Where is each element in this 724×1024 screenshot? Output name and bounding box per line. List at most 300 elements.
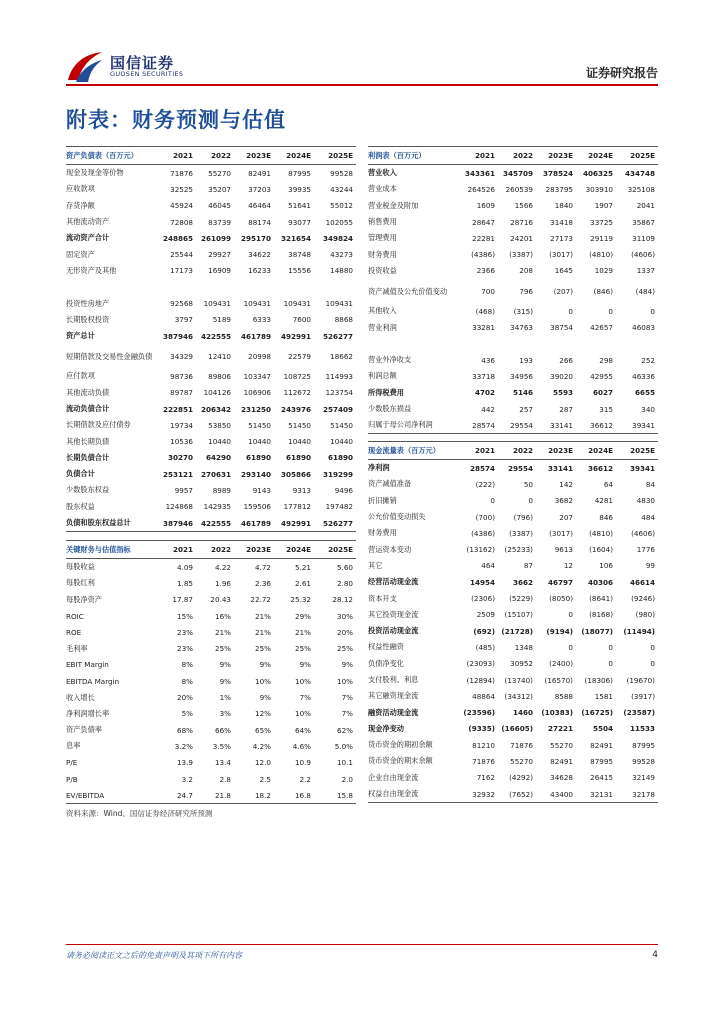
value-cell: 109431	[203, 299, 231, 309]
year-header: 2021	[158, 147, 196, 165]
value-cell: 343361	[464, 168, 495, 178]
value-cell: 4281	[594, 496, 613, 506]
value-cell: 109431	[243, 299, 271, 309]
value-cell: 45924	[170, 201, 193, 211]
value-cell: 28647	[472, 217, 495, 227]
value-cell: (4606)	[631, 250, 655, 260]
table-row	[368, 590, 658, 606]
value-cell: 31418	[550, 217, 573, 227]
value-cell: 436	[481, 355, 495, 365]
value-cell: 1840	[554, 201, 573, 211]
value-cell: 22281	[472, 233, 495, 243]
value-cell: 21%	[295, 627, 311, 637]
value-cell: 106906	[243, 388, 271, 398]
row-label: 其他长期负债	[66, 436, 110, 446]
table-row	[66, 450, 356, 466]
row-label: 息率	[66, 741, 81, 751]
value-cell: 51450	[248, 420, 271, 430]
row-label: 公允价值变动损失	[368, 512, 426, 522]
value-cell: 5146	[512, 388, 533, 398]
income-statement-table	[368, 146, 658, 434]
value-cell: (16725)	[581, 708, 613, 718]
year-header: 2021	[460, 147, 498, 165]
year-header: 2021	[460, 442, 498, 460]
table-row	[368, 509, 658, 525]
row-label: 股东权益	[66, 501, 95, 511]
table-row	[66, 181, 356, 197]
value-cell: 114993	[325, 371, 353, 381]
value-cell: 9496	[334, 485, 353, 495]
row-label: 固定资产	[66, 249, 95, 259]
row-label: 净利润	[368, 463, 390, 473]
value-cell: 2366	[476, 266, 495, 276]
value-cell: (16570)	[544, 675, 573, 685]
row-label: 长期借款及应付债券	[66, 420, 131, 430]
value-cell: 295170	[240, 233, 271, 243]
value-cell: 33725	[590, 217, 613, 227]
row-label: 应收款项	[66, 184, 95, 194]
year-header: 2022	[196, 541, 234, 559]
value-cell: (23093)	[466, 659, 495, 669]
table-row	[368, 230, 658, 246]
value-cell: 222851	[162, 404, 193, 414]
value-cell: (796)	[513, 512, 533, 522]
table-row	[368, 460, 658, 477]
value-cell: 34763	[510, 323, 533, 333]
table-row	[66, 706, 356, 722]
table-row	[368, 263, 658, 279]
value-cell: 387946	[158, 515, 196, 532]
table-row	[66, 328, 356, 344]
table-row	[368, 368, 658, 384]
value-cell	[274, 279, 314, 295]
value-cell: 27173	[550, 233, 573, 243]
table-row	[66, 482, 356, 498]
value-cell: 298	[599, 355, 613, 365]
value-cell: 3.2%	[174, 741, 193, 751]
value-cell: 16.8	[274, 787, 314, 804]
value-cell: 25%	[215, 644, 231, 654]
table-row	[368, 401, 658, 417]
value-cell: 4.09	[176, 562, 193, 572]
year-header: 2024E	[274, 541, 314, 559]
value-cell: 55270	[510, 756, 533, 766]
year-header: 2025E	[314, 147, 356, 165]
table-row	[66, 368, 356, 384]
value-cell: 10%	[255, 676, 271, 686]
key-indicators-table	[66, 540, 356, 804]
table-row	[66, 312, 356, 328]
row-label: 营运资本变动	[368, 544, 412, 554]
row-label: 营业税金及附加	[368, 200, 419, 210]
value-cell: 7%	[341, 693, 353, 703]
value-cell: 11533	[629, 724, 655, 734]
value-cell: 33141	[547, 463, 573, 473]
table-row	[368, 786, 658, 803]
table-row	[66, 559, 356, 576]
cash-flow-title: 现金流量表（百万元）	[368, 442, 460, 460]
table-row	[368, 165, 658, 182]
value-cell: 159506	[243, 502, 271, 512]
value-cell: 68%	[177, 725, 193, 735]
value-cell: (4386)	[471, 250, 495, 260]
table-row	[66, 608, 356, 624]
row-label: 净利润增长率	[66, 708, 110, 718]
table-row	[66, 417, 356, 433]
value-cell: 340	[641, 404, 655, 414]
value-cell: (222)	[475, 479, 495, 489]
table-row	[66, 466, 356, 482]
value-cell: 8%	[181, 676, 193, 686]
value-cell: 83739	[208, 217, 231, 227]
value-cell: 29554	[498, 417, 536, 434]
guosen-logo	[66, 50, 206, 84]
value-cell: 0	[650, 659, 655, 669]
row-label: 经营活动现金流	[368, 577, 419, 587]
value-cell: 10%	[337, 676, 353, 686]
value-cell: 0	[608, 306, 613, 316]
value-cell: 18.2	[234, 787, 274, 804]
value-cell	[616, 336, 658, 352]
value-cell: 1348	[514, 642, 533, 652]
value-cell: 25544	[170, 250, 193, 260]
value-cell: 305866	[280, 469, 311, 479]
value-cell: (692)	[473, 626, 495, 636]
balance-sheet-table	[66, 146, 356, 532]
value-cell: 25%	[295, 644, 311, 654]
row-label: 企业自由现金流	[368, 772, 419, 782]
row-label: 投资收益	[368, 265, 397, 275]
value-cell: 29927	[208, 250, 231, 260]
table-row	[368, 672, 658, 688]
value-cell: 0	[650, 306, 655, 316]
row-label: 财务费用	[368, 528, 397, 538]
value-cell: 422555	[200, 331, 231, 341]
value-cell: 33281	[472, 323, 495, 333]
income-statement-header-row	[368, 147, 658, 165]
value-cell: 1337	[636, 266, 655, 276]
value-cell: 1609	[476, 201, 495, 211]
row-label: 货币资金的期初余额	[368, 740, 433, 750]
row-label: 利润总额	[368, 371, 397, 381]
value-cell: 378524	[542, 168, 573, 178]
row-label: 短期借款及交易性金融负债	[66, 351, 153, 361]
row-label: 投资性房地产	[66, 298, 110, 308]
value-cell: 40306	[587, 577, 613, 587]
row-label: 少数股东权益	[66, 485, 110, 495]
value-cell: 46336	[632, 371, 655, 381]
value-cell	[158, 279, 196, 295]
value-cell: (8641)	[589, 594, 613, 604]
value-cell: 61890	[245, 453, 271, 463]
value-cell: 43400	[536, 786, 576, 803]
value-cell: 10%	[295, 676, 311, 686]
table-row	[368, 541, 658, 557]
table-row	[368, 623, 658, 639]
value-cell: 9143	[252, 485, 271, 495]
value-cell: 9%	[341, 660, 353, 670]
guosen-logo-icon	[66, 50, 104, 84]
row-label: 现金净变动	[368, 723, 404, 733]
value-cell: 81210	[472, 740, 495, 750]
row-label: 应付款项	[66, 371, 95, 381]
value-cell: 8588	[554, 691, 573, 701]
value-cell: 406325	[582, 168, 613, 178]
value-cell: 0	[608, 659, 613, 669]
value-cell: 248865	[162, 233, 193, 243]
row-label: 其他收入	[368, 306, 397, 316]
value-cell: 206342	[200, 404, 231, 414]
value-cell: 28716	[510, 217, 533, 227]
row-label: 其它	[368, 560, 383, 570]
value-cell: 20998	[248, 351, 271, 361]
value-cell: 2041	[636, 201, 655, 211]
year-header: 2023E	[536, 442, 576, 460]
value-cell: (13740)	[504, 675, 533, 685]
value-cell: 99528	[632, 756, 655, 766]
value-cell: 35207	[208, 184, 231, 194]
value-cell: 22579	[288, 351, 311, 361]
value-cell: 526277	[314, 515, 356, 532]
value-cell: 24.7	[158, 787, 196, 804]
row-label: 负债净变化	[368, 658, 404, 668]
value-cell: 9%	[299, 660, 311, 670]
table-row	[66, 624, 356, 640]
value-cell: 12410	[208, 351, 231, 361]
value-cell: 2.2	[299, 774, 311, 784]
value-cell: 87995	[632, 740, 655, 750]
year-header: 2025E	[314, 541, 356, 559]
row-label	[66, 279, 158, 295]
value-cell: 46614	[629, 577, 655, 587]
value-cell: 25%	[255, 644, 271, 654]
value-cell: 243976	[280, 404, 311, 414]
year-header: 2024E	[576, 442, 616, 460]
table-row	[66, 385, 356, 401]
row-label: 资本开支	[368, 593, 397, 603]
table-row	[368, 352, 658, 368]
value-cell: 21%	[215, 627, 231, 637]
value-cell: 177812	[283, 502, 311, 512]
page-number: 4	[652, 950, 658, 960]
balance-sheet-header-row	[66, 147, 356, 165]
year-header: 2025E	[616, 147, 658, 165]
value-cell: 32932	[460, 786, 498, 803]
value-cell: 8868	[334, 315, 353, 325]
value-cell: 48864	[472, 691, 495, 701]
value-cell: 7600	[292, 315, 311, 325]
table-row	[66, 198, 356, 214]
table-row	[368, 770, 658, 786]
value-cell: 0	[490, 496, 495, 506]
value-cell: 42955	[590, 371, 613, 381]
value-cell: 257	[519, 404, 533, 414]
table-row	[66, 592, 356, 608]
value-cell: 287	[559, 404, 573, 414]
value-cell: 62%	[337, 725, 353, 735]
value-cell: 1.96	[214, 578, 231, 588]
value-cell: 2.80	[336, 578, 353, 588]
value-cell: 30270	[167, 453, 193, 463]
value-cell: 66%	[215, 725, 231, 735]
row-label: P/B	[66, 774, 78, 784]
row-label: 其它融资现金流	[368, 691, 419, 701]
value-cell: 82491	[248, 168, 271, 178]
row-label: 每股收益	[66, 562, 95, 572]
row-label: 资产负债率	[66, 725, 102, 735]
value-cell: 55270	[208, 168, 231, 178]
table-row	[368, 558, 658, 574]
value-cell: 38748	[288, 250, 311, 260]
table-row	[66, 689, 356, 705]
value-cell: 1566	[514, 201, 533, 211]
row-label: 资产总计	[66, 331, 95, 341]
value-cell: 461789	[234, 515, 274, 532]
table-row	[66, 344, 356, 368]
row-label: 负债合计	[66, 469, 95, 479]
value-cell: 9313	[292, 485, 311, 495]
row-label: 长期负债合计	[66, 452, 110, 462]
value-cell: (2306)	[471, 594, 495, 604]
value-cell: 33718	[472, 371, 495, 381]
row-label: 资产减值准备	[368, 479, 412, 489]
value-cell: 25.32	[290, 595, 311, 605]
table-row	[66, 263, 356, 279]
row-label: 毛利率	[66, 643, 88, 653]
value-cell: 5189	[212, 315, 231, 325]
value-cell: 28574	[469, 463, 495, 473]
value-cell: (7652)	[498, 786, 536, 803]
row-label: 每股红利	[66, 578, 95, 588]
row-label: 营业收入	[368, 168, 397, 178]
value-cell: (700)	[475, 512, 495, 522]
value-cell: 8989	[212, 485, 231, 495]
value-cell: (34312)	[504, 691, 533, 701]
table-row	[66, 771, 356, 787]
value-cell: 108725	[283, 371, 311, 381]
value-cell: 9%	[259, 693, 271, 703]
table-row	[368, 493, 658, 509]
value-cell: 2.36	[254, 578, 271, 588]
row-label: ROIC	[66, 611, 84, 621]
value-cell: (2400)	[549, 659, 573, 669]
value-cell	[498, 336, 536, 352]
table-row	[368, 688, 658, 704]
value-cell	[314, 279, 356, 295]
value-cell: 3662	[512, 577, 533, 587]
balance-sheet-title: 资产负债表（百万元）	[66, 147, 158, 165]
value-cell: 8%	[181, 660, 193, 670]
value-cell: 6027	[592, 388, 613, 398]
row-label: EBITDA Margin	[66, 676, 120, 686]
table-row	[66, 640, 356, 656]
value-cell: 22.72	[250, 595, 271, 605]
value-cell: 1%	[219, 693, 231, 703]
value-cell: 9957	[174, 485, 193, 495]
year-header: 2024E	[274, 147, 314, 165]
year-header: 2025E	[616, 442, 658, 460]
value-cell: 4.72	[254, 562, 271, 572]
value-cell: 123754	[325, 388, 353, 398]
table-row	[66, 755, 356, 771]
table-row	[368, 279, 658, 303]
row-label: 所得税费用	[368, 387, 404, 397]
value-cell: 4830	[636, 496, 655, 506]
value-cell: 5.60	[336, 562, 353, 572]
value-cell: 321654	[280, 233, 311, 243]
value-cell: (485)	[475, 642, 495, 652]
value-cell: 33141	[536, 417, 576, 434]
value-cell: 46797	[547, 577, 573, 587]
row-label: 营业利润	[368, 322, 397, 332]
row-label: 流动负债合计	[66, 404, 110, 413]
value-cell: (8050)	[549, 594, 573, 604]
value-cell: 61890	[285, 453, 311, 463]
value-cell: 39020	[550, 371, 573, 381]
value-cell: 16233	[248, 266, 271, 276]
value-cell: 303910	[585, 184, 613, 194]
year-header: 2023E	[234, 147, 274, 165]
value-cell: (3017)	[549, 250, 573, 260]
value-cell: 0	[650, 642, 655, 652]
value-cell: (3917)	[631, 691, 655, 701]
value-cell: 26415	[590, 773, 613, 783]
value-cell: 1581	[594, 691, 613, 701]
value-cell: (9194)	[546, 626, 573, 636]
value-cell: 32178	[616, 786, 658, 803]
value-cell: 34329	[170, 351, 193, 361]
value-cell: 71876	[170, 168, 193, 178]
table-row	[368, 181, 658, 197]
value-cell: 39341	[616, 417, 658, 434]
value-cell: 25%	[337, 644, 353, 654]
value-cell: 1645	[554, 266, 573, 276]
value-cell: 0	[568, 306, 573, 316]
value-cell: 87995	[590, 756, 613, 766]
value-cell: 422555	[196, 515, 234, 532]
year-header: 2022	[498, 442, 536, 460]
table-row	[66, 787, 356, 804]
table-row	[368, 639, 658, 655]
value-cell: 23%	[177, 627, 193, 637]
row-label	[368, 336, 460, 352]
value-cell: 93077	[288, 217, 311, 227]
value-cell: 266	[559, 355, 573, 365]
value-cell: (3017)	[549, 528, 573, 538]
table-row	[368, 303, 658, 319]
data-source-note: 资料来源：Wind、国信证券经济研究所预测	[66, 809, 213, 818]
value-cell: 193	[519, 355, 533, 365]
logo-chinese-name: 国信证券	[110, 54, 175, 72]
table-row	[66, 499, 356, 515]
value-cell: 112672	[283, 388, 311, 398]
value-cell: 2.61	[294, 578, 311, 588]
value-cell: (1604)	[589, 545, 613, 555]
value-cell: 32131	[576, 786, 616, 803]
value-cell: 4.22	[214, 562, 231, 572]
value-cell: (207)	[553, 286, 573, 296]
value-cell: 4.6%	[292, 741, 311, 751]
value-cell: 72808	[170, 217, 193, 227]
value-cell: (4810)	[589, 250, 613, 260]
value-cell: 461789	[240, 331, 271, 341]
value-cell	[536, 336, 576, 352]
key-indicators-header-row	[66, 541, 356, 559]
table-row	[66, 433, 356, 449]
table-row	[66, 738, 356, 754]
value-cell: 34622	[248, 250, 271, 260]
value-cell: 796	[519, 286, 533, 296]
